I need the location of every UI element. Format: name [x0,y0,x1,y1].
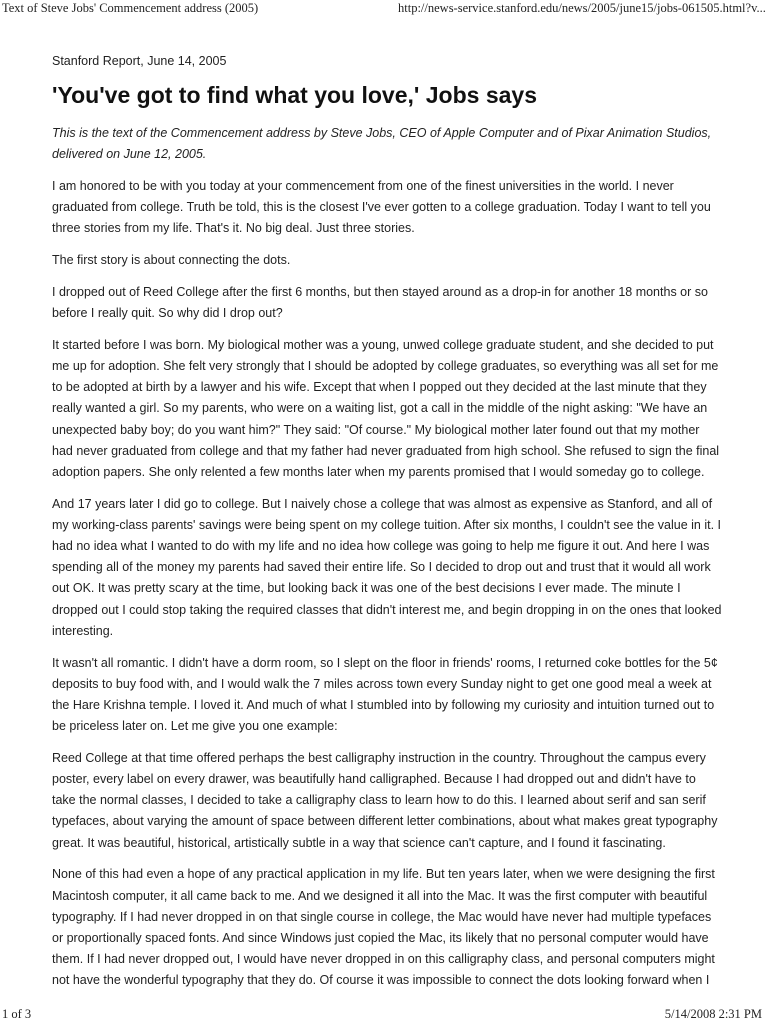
print-header-title: Text of Steve Jobs' Commencement address (2005) [2,1,259,15]
print-header [0,0,768,20]
article-paragraph: And 17 years later I did go to college. But I naively chose a college that was almost as expensive as Stanford, and all of my working-class parents' savings were being spent on my college tuition. After six months, I couldn't see the value in it. I had no idea what I wanted to do with my life and no idea how college was going to help me figure it out. And here I was spending all of the money my parents had saved their entire life. So I decided to drop out and trust that it would all work out OK. It was pretty scary at the time, but looking back it was one of the best decisions I ever made. The minute I dropped out I could stop taking the required classes that didn't interest me, and begin dropping in on the ones that looked interesting. [52,496,722,638]
article-paragraph: I am honored to be with you today at your commencement from one of the finest universities in the world. I never graduated from college. Truth be told, this is the closest I've ever gotten to a college graduation. Today I want to tell you three stories from my life. That's it. No big deal. Just three stories. [52,179,711,236]
article-intro: This is the text of the Commencement address by Steve Jobs, CEO of Apple Computer and of Pixar Animation Studios, delivered on June 12, 2005. [52,126,712,161]
print-footer [0,1004,768,1024]
article-paragraph: I dropped out of Reed College after the first 6 months, but then stayed around as a drop-in for another 18 months or so before I really quit. So why did I drop out? [52,284,708,321]
article-paragraph: It wasn't all romantic. I didn't have a dorm room, so I slept on the floor in friends' rooms, I returned coke bottles for the 5¢ deposits to buy food with, and I would walk the 7 miles across town every Sunday night to get one good meal a week at the Hare Krishna temple. I loved it. And much of what I stumbled into by following my curiosity and intuition turned out to be priceless later on. Let me give you one example: [52,655,718,734]
article-headline: 'You've got to find what you love,' Jobs says [52,82,537,108]
print-footer-datetime: 5/14/2008 2:31 PM [664,1007,762,1021]
print-footer-page-number: 1 of 3 [2,1007,32,1021]
print-header-url: http://news-service.stanford.edu/news/2005/june15/jobs-061505.html?v... [398,1,766,15]
article-paragraph: Reed College at that time offered perhaps the best calligraphy instruction in the country. Throughout the campus every poster, every label on every drawer, was beautifully hand calligraphed. Because I had dropped out and didn't have to take the normal classes, I decided to take a calligraphy class to learn how to do this. I learned about serif and san serif typefaces, about varying the amount of space between different letter combinations, about what makes great typography great. It was beautiful, historical, artistically subtle in a way that science can't capture, and I found it fascinating. [52,750,718,850]
article [52,52,722,1002]
article-paragraph: It started before I was born. My biological mother was a young, unwed college graduate student, and she decided to put me up for adoption. She felt very strongly that I should be adopted by college graduates, so everything was all set for me to be adopted at birth by a lawyer and his wife. Except that when I popped out they decided at the last minute that they really wanted a girl. So my parents, who were on a waiting list, got a call in the middle of the night asking: "We have an unexpected baby boy; do you want him?" They said: "Of course." My biological mother later found out that my mother had never graduated from college and that my father had never graduated from high school. She refused to sign the final adoption papers. She only relented a few months later when my parents promised that I would someday go to college. [52,337,720,479]
article-dateline: Stanford Report, June 14, 2005 [52,54,227,68]
article-paragraph: The first story is about connecting the dots. [52,253,291,268]
article-paragraph: None of this had even a hope of any practical application in my life. But ten years later, when we were designing the first Macintosh computer, it all came back to me. And we designed it all into the Mac. It was the first computer with beautiful typography. If I had never dropped in on that single course in college, the Mac would have never had multiple typefaces or proportionally spaced fonts. And since Windows just copied the Mac, its likely that no personal computer would have them. If I had never dropped out, I would have never dropped in on this calligraphy class, and personal computers might not have the wonderful typography that they do. Of course it was impossible to connect the dots looking forward when I [52,867,715,988]
